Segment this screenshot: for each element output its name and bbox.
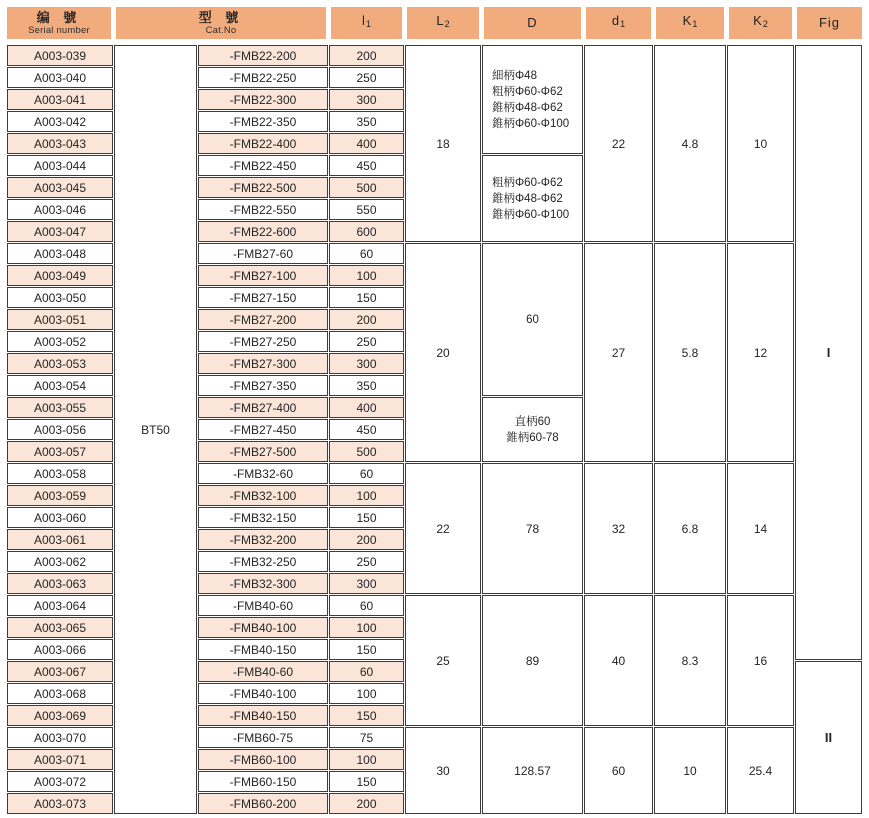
k1-cell: 5.8 — [654, 243, 726, 462]
serial-cell: A003-066 — [7, 639, 113, 660]
serial-cell: A003-044 — [7, 155, 113, 176]
l1-cell: 60 — [329, 595, 404, 616]
l1-cell: 350 — [329, 375, 404, 396]
k2-cell: 10 — [727, 45, 794, 242]
catno-cell: -FMB32-150 — [198, 507, 328, 528]
l1-cell: 150 — [329, 287, 404, 308]
l2-cell: 22 — [405, 463, 481, 594]
l1-cell: 250 — [329, 331, 404, 352]
l1-cell: 150 — [329, 507, 404, 528]
d-cell: 128.57 — [482, 727, 583, 814]
serial-cell: A003-061 — [7, 529, 113, 550]
serial-cell: A003-049 — [7, 265, 113, 286]
d-cell: 直柄60 錐柄60-78 — [482, 397, 583, 462]
catno-header-zh: 型 號 — [198, 9, 244, 25]
catno-header-en: Cat.No — [205, 24, 237, 36]
l1-cell: 350 — [329, 111, 404, 132]
serial-cell: A003-067 — [7, 661, 113, 682]
l1-cell: 100 — [329, 749, 404, 770]
l1-cell: 100 — [329, 265, 404, 286]
k2-cell: 16 — [727, 595, 794, 726]
l1-cell: 200 — [329, 45, 404, 66]
header-row — [7, 7, 862, 44]
catno-cell: -FMB27-400 — [198, 397, 328, 418]
l1-cell: 550 — [329, 199, 404, 220]
serial-cell: A003-047 — [7, 221, 113, 242]
catno-cell: -FMB22-400 — [198, 133, 328, 154]
l1-cell: 600 — [329, 221, 404, 242]
catno-cell: -FMB22-250 — [198, 67, 328, 88]
l1-cell: 450 — [329, 419, 404, 440]
shank-cell: BT50 — [114, 45, 197, 814]
catno-cell: -FMB22-550 — [198, 199, 328, 220]
serial-cell: A003-050 — [7, 287, 113, 308]
serial-cell: A003-071 — [7, 749, 113, 770]
serial-cell: A003-073 — [7, 793, 113, 814]
l1-cell: 500 — [329, 177, 404, 198]
k1-cell: 10 — [654, 727, 726, 814]
l1-cell: 500 — [329, 441, 404, 462]
col-header-serial — [7, 7, 113, 44]
serial-cell: A003-052 — [7, 331, 113, 352]
serial-cell: A003-046 — [7, 199, 113, 220]
d1-cell: 27 — [584, 243, 653, 462]
d-cell: 89 — [482, 595, 583, 726]
serial-cell: A003-058 — [7, 463, 113, 484]
catno-cell: -FMB40-150 — [198, 639, 328, 660]
l1-cell: 200 — [329, 309, 404, 330]
l1-cell: 300 — [329, 89, 404, 110]
catno-cell: -FMB40-100 — [198, 683, 328, 704]
catno-cell: -FMB27-350 — [198, 375, 328, 396]
serial-cell: A003-054 — [7, 375, 113, 396]
fig-cell: II — [795, 661, 862, 814]
l1-cell: 450 — [329, 155, 404, 176]
serial-cell: A003-039 — [7, 45, 113, 66]
serial-cell: A003-059 — [7, 485, 113, 506]
serial-cell: A003-056 — [7, 419, 113, 440]
l1-cell: 100 — [329, 683, 404, 704]
catno-cell: -FMB27-450 — [198, 419, 328, 440]
catno-cell: -FMB40-100 — [198, 617, 328, 638]
fig-cell: I — [795, 45, 862, 660]
serial-cell: A003-057 — [7, 441, 113, 462]
catno-cell: -FMB40-60 — [198, 661, 328, 682]
serial-cell: A003-053 — [7, 353, 113, 374]
l1-cell: 200 — [329, 793, 404, 814]
catno-cell: -FMB27-250 — [198, 331, 328, 352]
l1-cell: 150 — [329, 771, 404, 792]
catno-cell: -FMB40-60 — [198, 595, 328, 616]
d-cell: 粗柄Φ60-Φ62 錐柄Φ48-Φ62 錐柄Φ60-Φ100 — [482, 155, 583, 242]
table-header — [7, 7, 862, 44]
l1-cell: 60 — [329, 463, 404, 484]
serial-cell: A003-060 — [7, 507, 113, 528]
k2-cell: 14 — [727, 463, 794, 594]
serial-cell: A003-042 — [7, 111, 113, 132]
serial-cell: A003-069 — [7, 705, 113, 726]
catno-cell: -FMB32-100 — [198, 485, 328, 506]
catno-cell: -FMB60-100 — [198, 749, 328, 770]
table-row — [7, 45, 862, 66]
l1-cell: 400 — [329, 397, 404, 418]
d1-cell: 40 — [584, 595, 653, 726]
catno-cell: -FMB60-75 — [198, 727, 328, 748]
serial-cell: A003-062 — [7, 551, 113, 572]
serial-cell: A003-068 — [7, 683, 113, 704]
serial-cell: A003-043 — [7, 133, 113, 154]
d1-cell: 60 — [584, 727, 653, 814]
serial-cell: A003-041 — [7, 89, 113, 110]
catno-cell: -FMB27-200 — [198, 309, 328, 330]
catno-cell: -FMB22-500 — [198, 177, 328, 198]
col-header-l1: $l_1$ — [329, 7, 404, 44]
serial-cell: A003-070 — [7, 727, 113, 748]
l1-cell: 250 — [329, 551, 404, 572]
catno-cell: -FMB22-200 — [198, 45, 328, 66]
col-header-D: D — [482, 7, 583, 44]
k2-cell: 25.4 — [727, 727, 794, 814]
l2-cell: 18 — [405, 45, 481, 242]
l1-cell: 250 — [329, 67, 404, 88]
serial-cell: A003-045 — [7, 177, 113, 198]
l2-cell: 30 — [405, 727, 481, 814]
col-header-fig: Fig — [795, 7, 862, 44]
serial-cell: A003-051 — [7, 309, 113, 330]
col-header-L2: $L_2$ — [405, 7, 481, 44]
d1-cell: 22 — [584, 45, 653, 242]
serial-cell: A003-048 — [7, 243, 113, 264]
l1-cell: 100 — [329, 617, 404, 638]
col-header-d1: $d_1$ — [584, 7, 653, 44]
catno-cell: -FMB40-150 — [198, 705, 328, 726]
catno-cell: -FMB27-500 — [198, 441, 328, 462]
catno-cell: -FMB60-150 — [198, 771, 328, 792]
table-body — [7, 45, 862, 814]
serial-cell: A003-065 — [7, 617, 113, 638]
catno-cell: -FMB27-300 — [198, 353, 328, 374]
k1-cell: 6.8 — [654, 463, 726, 594]
d-cell: 細柄Φ48 粗柄Φ60-Φ62 錐柄Φ48-Φ62 錐柄Φ60-Φ100 — [482, 45, 583, 154]
l1-cell: 60 — [329, 661, 404, 682]
catno-cell: -FMB27-60 — [198, 243, 328, 264]
d1-cell: 32 — [584, 463, 653, 594]
l1-cell: 100 — [329, 485, 404, 506]
l2-cell: 25 — [405, 595, 481, 726]
k1-cell: 8.3 — [654, 595, 726, 726]
l2-cell: 20 — [405, 243, 481, 462]
l1-cell: 300 — [329, 573, 404, 594]
l1-cell: 75 — [329, 727, 404, 748]
catno-cell: -FMB32-300 — [198, 573, 328, 594]
serial-cell: A003-063 — [7, 573, 113, 594]
catno-cell: -FMB22-300 — [198, 89, 328, 110]
catno-cell: -FMB27-150 — [198, 287, 328, 308]
serial-cell: A003-064 — [7, 595, 113, 616]
catno-cell: -FMB27-100 — [198, 265, 328, 286]
catno-cell: -FMB22-350 — [198, 111, 328, 132]
catno-cell: -FMB22-600 — [198, 221, 328, 242]
l1-cell: 200 — [329, 529, 404, 550]
serial-header-zh: 编 號 — [36, 9, 82, 25]
l1-cell: 150 — [329, 639, 404, 660]
serial-cell: A003-040 — [7, 67, 113, 88]
col-header-K1: $K_1$ — [654, 7, 726, 44]
l1-cell: 60 — [329, 243, 404, 264]
catno-cell: -FMB32-60 — [198, 463, 328, 484]
serial-cell: A003-055 — [7, 397, 113, 418]
catno-cell: -FMB32-250 — [198, 551, 328, 572]
catno-cell: -FMB60-200 — [198, 793, 328, 814]
l1-cell: 150 — [329, 705, 404, 726]
k2-cell: 12 — [727, 243, 794, 462]
l1-cell: 400 — [329, 133, 404, 154]
catno-cell: -FMB32-200 — [198, 529, 328, 550]
serial-header-en: Serial number — [28, 24, 90, 36]
d-cell: 60 — [482, 243, 583, 396]
serial-cell: A003-072 — [7, 771, 113, 792]
l1-cell: 300 — [329, 353, 404, 374]
catno-cell: -FMB22-450 — [198, 155, 328, 176]
k1-cell: 4.8 — [654, 45, 726, 242]
col-header-K2: $K_2$ — [727, 7, 794, 44]
col-header-catno — [114, 7, 328, 44]
d-cell: 78 — [482, 463, 583, 594]
spec-table — [6, 6, 863, 815]
